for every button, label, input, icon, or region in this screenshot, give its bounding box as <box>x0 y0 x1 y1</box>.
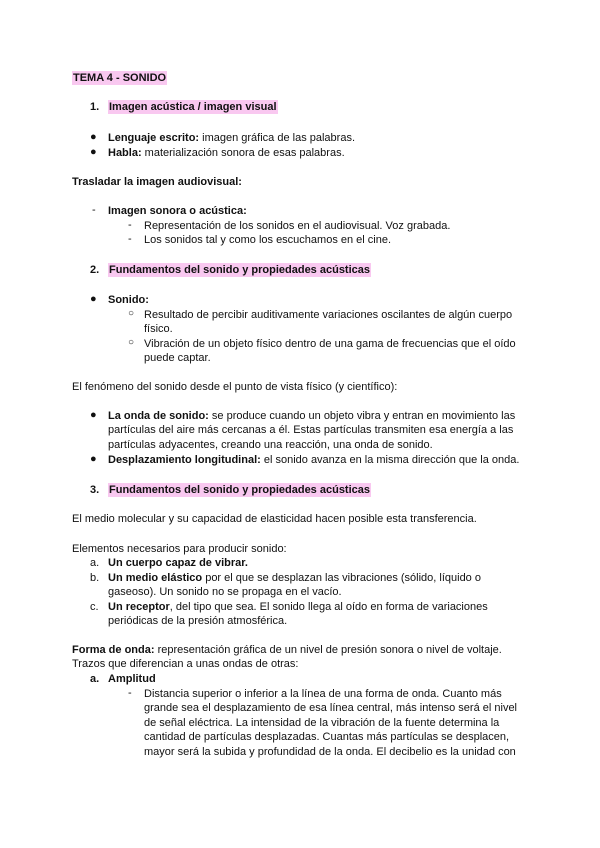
list-item: Un receptor, del tipo que sea. El sonido llega al oído en forma de variaciones <box>108 601 488 613</box>
sub-item-continuation: físico. <box>144 323 173 335</box>
sub-item: Distancia superior o inferior a la línea de una forma de onda. Cuanto más <box>144 688 502 700</box>
sub-item-continuation: puede captar. <box>144 352 211 364</box>
bullet-icon: ● <box>90 453 97 465</box>
bullet-icon: ● <box>90 131 97 143</box>
circle-bullet-icon: ○ <box>128 337 135 348</box>
list-item: Lenguaje escrito: imagen gráfica de las palabras. <box>108 132 356 144</box>
list-label: a. <box>90 557 100 569</box>
list-item-continuation: partículas adyacentes, creando una reacción, una onda de sonido. <box>108 439 433 451</box>
list-item: Amplitud <box>108 673 156 685</box>
list-item: Imagen sonora o acústica: <box>108 205 247 217</box>
sub-item: Los sonidos tal y como los escuchamos en el cine. <box>144 234 392 246</box>
list-item: Un medio elástico por el que se desplazan las vibraciones (sólido, líquido o <box>108 572 481 584</box>
bullet-icon: ● <box>90 409 97 421</box>
list-item: Desplazamiento longitudinal: el sonido avanza en la misma dirección que la onda. <box>108 454 520 466</box>
section-2-number: 2. <box>90 264 100 276</box>
sub-item-continuation: mayor será la subida y profundidad de la onda. El decibelio es la unidad con <box>144 746 516 758</box>
document-title <box>72 71 167 85</box>
paragraph: El medio molecular y su capacidad de elasticidad hacen posible esta transferencia. <box>72 513 477 525</box>
dash-marker: - <box>128 219 132 231</box>
paragraph: El fenómeno del sonido desde el punto de vista físico (y científico): <box>72 381 398 393</box>
list-item-continuation: periódicas de la presión atmosférica. <box>108 615 288 627</box>
sub-item: Resultado de percibir auditivamente variaciones oscilantes de algún cuerpo <box>144 309 513 321</box>
list-label: a. <box>90 673 100 685</box>
sub-item-continuation: grande sea el desplazamiento de esa línea central, más intenso será el nivel <box>144 702 518 714</box>
section-3-highlight: Fundamentos del sonido y propiedades acústicas <box>109 484 371 496</box>
list-item-continuation: partículas del aire más cercanas a él. Estas partículas transmiten esa energía a las <box>108 424 514 436</box>
section-2-highlight: Fundamentos del sonido y propiedades acústicas <box>109 264 371 276</box>
list-label: b. <box>90 572 100 584</box>
section-3-heading <box>108 483 371 497</box>
list-item: Un cuerpo capaz de vibrar. <box>108 557 248 569</box>
section-1-number: 1. <box>90 101 100 113</box>
list-item: Sonido: <box>108 294 149 306</box>
dash-marker: - <box>92 204 96 216</box>
sub-item: Vibración de un objeto físico dentro de una gama de frecuencias que el oído <box>144 338 516 350</box>
sub-item: Representación de los sonidos en el audiovisual. Voz grabada. <box>144 220 451 232</box>
list-item-continuation: gaseoso). Un sonido no se propaga en el vacío. <box>108 586 342 598</box>
section-1-heading <box>108 100 278 114</box>
circle-bullet-icon: ○ <box>128 308 135 319</box>
dash-marker: - <box>128 233 132 245</box>
bullet-icon: ● <box>90 146 97 158</box>
section-1-highlight: Imagen acústica / imagen visual <box>109 101 277 113</box>
paragraph-continuation: Trazos que diferencian a unas ondas de otras: <box>72 658 299 670</box>
bullet-icon: ● <box>90 293 97 305</box>
list-label: c. <box>90 601 99 613</box>
title-highlight: TEMA 4 - SONIDO <box>73 72 167 84</box>
list-item: La onda de sonido: se produce cuando un objeto vibra y entran en movimiento las <box>108 410 516 422</box>
section-3-number: 3. <box>90 484 100 496</box>
sub-item-continuation: cantidad de partículas desplazadas. Cuantas más partículas se desplacen, <box>144 731 510 743</box>
paragraph: Forma de onda: representación gráfica de un nivel de presión sonora o nivel de voltaje. <box>72 644 502 656</box>
section-2-heading <box>108 263 371 277</box>
paragraph: Elementos necesarios para producir sonido: <box>72 543 287 555</box>
dash-marker: - <box>128 687 132 699</box>
list-item: Habla: materialización sonora de esas palabras. <box>108 147 345 159</box>
trasladar-heading: Trasladar la imagen audiovisual: <box>72 176 242 188</box>
sub-item-continuation: de señal eléctrica. La intensidad de la vibración de la fuente determina la <box>144 717 500 729</box>
